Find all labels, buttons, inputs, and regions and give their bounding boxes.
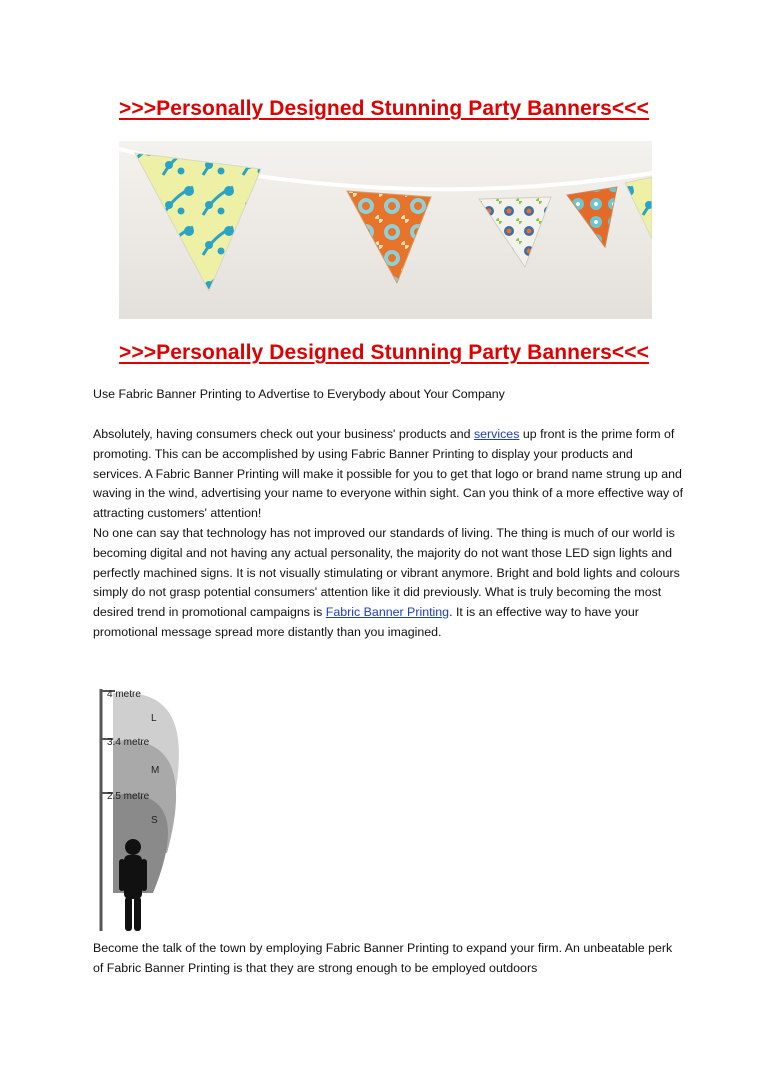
paragraph-1-text-b: up front is the prime form of promoting. This can be accomplished by using Fabric Banner Printing to display your products and services. A Fabric Banner Printing will make it possible for you to get that logo or brand name strung up and waving in the wind, advertising your name to everyone within sight. Can you think of a more effective way of attracting customers' attention! xyxy=(93,427,684,521)
flag-size-chart xyxy=(93,683,205,935)
bunting-photo xyxy=(119,141,652,319)
label-s: S xyxy=(151,815,158,826)
bunting-illustration xyxy=(119,141,652,319)
label-2-5-metre: 2.5 metre xyxy=(107,791,150,802)
paragraph-1-text-a: Absolutely, having consumers check out your business' products and xyxy=(93,427,474,441)
label-3-4-metre: 3.4 metre xyxy=(107,737,150,748)
paragraph-1 xyxy=(93,425,683,524)
paragraph-2 xyxy=(93,524,683,643)
paragraph-2-text-a: No one can say that technology has not improved our standards of living. The thing is much of our world is becoming digital and not having any actual personality, the majority do not want those LED sign lights and perfectly machined signs. It is not visually stimulating or vibrant anymore. Bright and bold lights and colours simply do not grasp potential consumers' attention like it did previously. What is truly becoming the most desired trend in promotional campaigns is xyxy=(93,525,680,620)
pennant-teal xyxy=(567,187,617,247)
paragraph-2-text-b: . It is an effective way to have your promotional message spread more distantly than you imagined. xyxy=(93,605,639,639)
pennant-yellow-large xyxy=(135,153,261,291)
label-l: L xyxy=(151,713,157,724)
article-body xyxy=(93,425,683,643)
page-heading-top[interactable]: >>>Personally Designed Stunning Party Banners<<< xyxy=(119,97,649,120)
fabric-banner-printing-link[interactable]: Fabric Banner Printing xyxy=(325,605,450,620)
pennant-orange xyxy=(347,191,431,283)
services-link[interactable]: services xyxy=(473,427,520,441)
label-m: M xyxy=(151,765,160,776)
paragraph-3: Become the talk of the town by employing Fabric Banner Printing to expand your firm. An unbeatable perk of Fabric Banner Printing is that they are strong enough to be employed outdoors xyxy=(93,941,673,975)
pennant-yellow-small xyxy=(625,177,652,239)
flag-size-chart-image xyxy=(93,683,205,935)
intro-title: Use Fabric Banner Printing to Advertise to Everybody about Your Company xyxy=(93,387,505,401)
page-heading-middle[interactable]: >>>Personally Designed Stunning Party Banners<<< xyxy=(119,341,649,364)
label-4-metre: 4 metre xyxy=(107,689,141,700)
pennant-damask xyxy=(479,197,551,267)
